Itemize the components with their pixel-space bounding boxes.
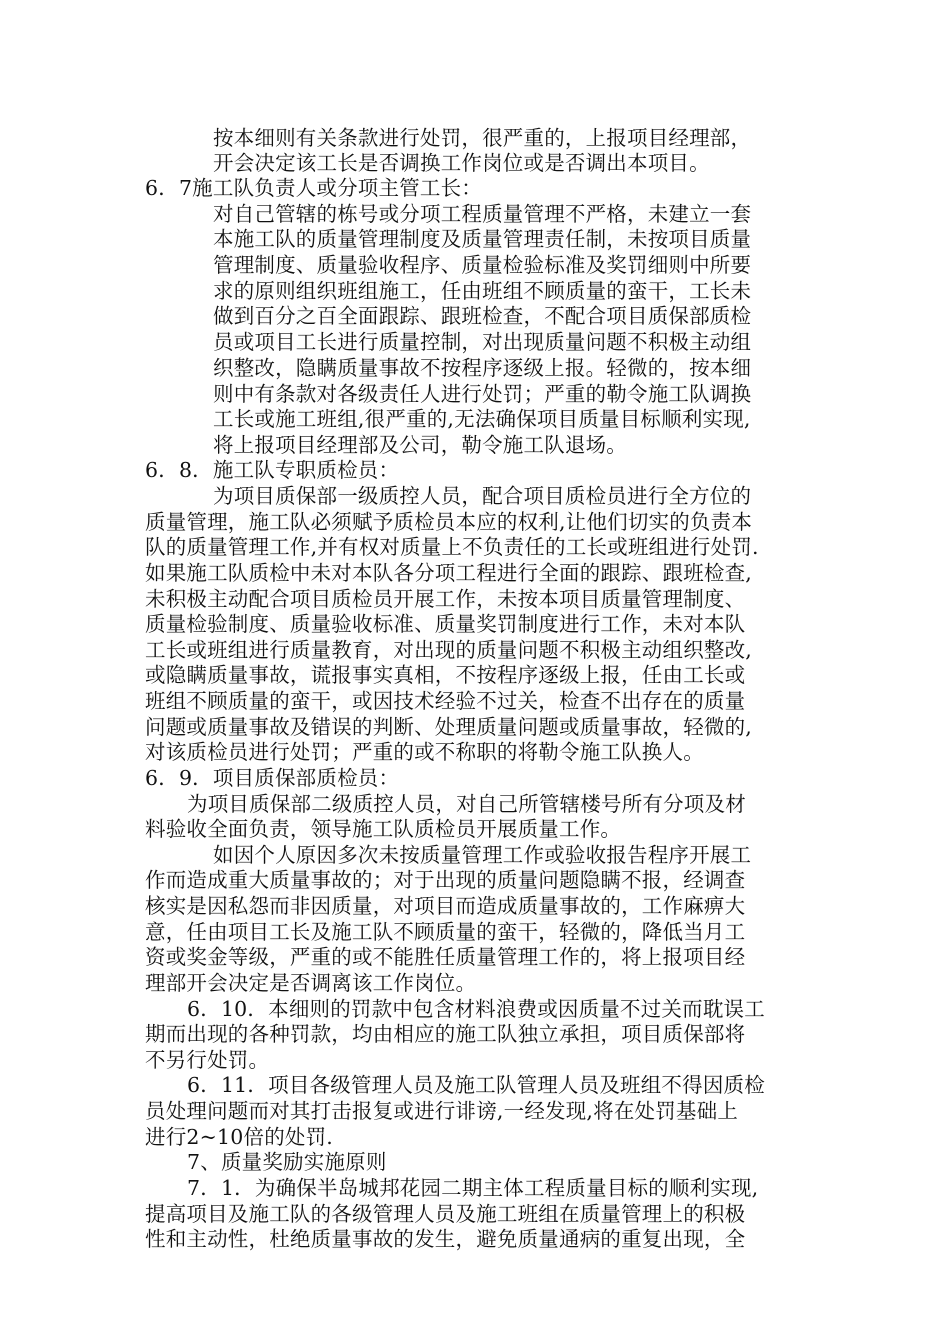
text-line: 员处理问题而对其打击报复或进行诽谤,一经发现,将在处罚基础上 — [145, 1099, 739, 1123]
text-line: 则中有条款对各级责任人进行处罚；严重的勒令施工队调换 — [213, 382, 752, 406]
text-line: 料验收全面负责，领导施工队质检员开展质量工作。 — [145, 817, 622, 841]
section-heading: 6．9．项目质保部质检员： — [145, 766, 400, 790]
text-line: 本施工队的质量管理制度及质量管理责任制，未按项目质量 — [213, 227, 752, 251]
text-line: 如因个人原因多次未按质量管理工作或验收报告程序开展工 — [213, 843, 752, 867]
text-line: 作而造成重大质量事故的；对于出现的质量问题隐瞒不报，经调查 — [145, 868, 746, 892]
text-line: 提高项目及施工队的各级管理人员及施工班组在质量管理上的积极 — [145, 1202, 746, 1226]
text-line: 做到百分之百全面跟踪、跟班检查，不配合项目质保部质检 — [213, 304, 752, 328]
text-line: 织整改，隐瞒质量事故不按程序逐级上报。轻微的，按本细 — [213, 356, 752, 380]
text-line: 班组不顾质量的蛮干，或因技术经验不过关，检查不出存在的质量 — [145, 689, 746, 713]
text-line: 对自己管辖的栋号或分项工程质量管理不严格，未建立一套 — [213, 202, 752, 226]
text-line: 质量管理，施工队必须赋予质检员本应的权利,让他们切实的负责本 — [145, 510, 753, 534]
text-line: 问题或质量事故及错误的判断、处理质量问题或质量事故，轻微的, — [145, 715, 753, 739]
section-heading: 7、质量奖励实施原则 — [187, 1150, 387, 1174]
text-line: 将上报项目经理部及公司，勒令施工队退场。 — [213, 433, 627, 457]
text-line: 工长或班组进行质量教育，对出现的质量问题不积极主动组织整改, — [145, 638, 753, 662]
text-line: 或隐瞒质量事故，谎报事实真相，不按程序逐级上报，任由工长或 — [145, 663, 746, 687]
text-line: 开会决定该工长是否调换工作岗位或是否调出本项目。 — [213, 151, 710, 175]
text-line: 进行2~10倍的处罚. — [145, 1125, 334, 1149]
text-line: 对该质检员进行处罚；严重的或不称职的将勒令施工队换人。 — [145, 740, 704, 764]
text-line: 不另行处罚。 — [145, 1048, 270, 1072]
text-line: 求的原则组织班组施工，任由班组不顾质量的蛮干，工长未 — [213, 279, 752, 303]
text-line: 性和主动性，杜绝质量事故的发生，避免质量通病的重复出现，全 — [145, 1227, 746, 1251]
section-heading: 6．7施工队负责人或分项主管工长： — [145, 176, 482, 200]
text-line: 为项目质保部一级质控人员，配合项目质检员进行全方位的 — [213, 484, 752, 508]
text-line: 意，任由项目工长及施工队不顾质量的蛮干，轻微的，降低当月工 — [145, 920, 746, 944]
text-line: 6．10．本细则的罚款中包含材料浪费或因质量不过关而耽误工 — [187, 997, 765, 1021]
text-line: 理部开会决定是否调离该工作岗位。 — [145, 971, 477, 995]
text-line: 管理制度、质量验收程序、质量检验标准及奖罚细则中所要 — [213, 253, 752, 277]
text-line: 资或奖金等级，严重的或不能胜任质量管理工作的，将上报项目经 — [145, 945, 746, 969]
text-line: 质量检验制度、质量验收标准、质量奖罚制度进行工作，未对本队 — [145, 612, 746, 636]
text-line: 6．11．项目各级管理人员及施工队管理人员及班组不得因质检 — [187, 1073, 765, 1097]
text-line: 核实是因私怨而非因质量，对项目而造成质量事故的，工作麻痹大 — [145, 894, 746, 918]
text-line: 员或项目工长进行质量控制，对出现质量问题不积极主动组 — [213, 330, 752, 354]
text-line: 工长或施工班组,很严重的,无法确保项目质量目标顺利实现, — [213, 407, 751, 431]
text-line: 期而出现的各种罚款，均由相应的施工队独立承担，项目质保部将 — [145, 1022, 746, 1046]
text-line: 队的质量管理工作,并有权对质量上不负责任的工长或班组进行处罚. — [145, 535, 759, 559]
text-line: 为项目质保部二级质控人员，对自己所管辖楼号所有分项及材 — [187, 792, 746, 816]
text-line: 7．1．为确保半岛城邦花园二期主体工程质量目标的顺利实现, — [187, 1176, 759, 1200]
section-heading: 6．8．施工队专职质检员： — [145, 458, 400, 482]
text-line: 如果施工队质检中未对本队各分项工程进行全面的跟踪、跟班检查, — [145, 561, 753, 585]
text-line: 按本细则有关条款进行处罚，很严重的，上报项目经理部， — [213, 126, 752, 150]
text-line: 未积极主动配合项目质检员开展工作，未按本项目质量管理制度、 — [145, 587, 746, 611]
